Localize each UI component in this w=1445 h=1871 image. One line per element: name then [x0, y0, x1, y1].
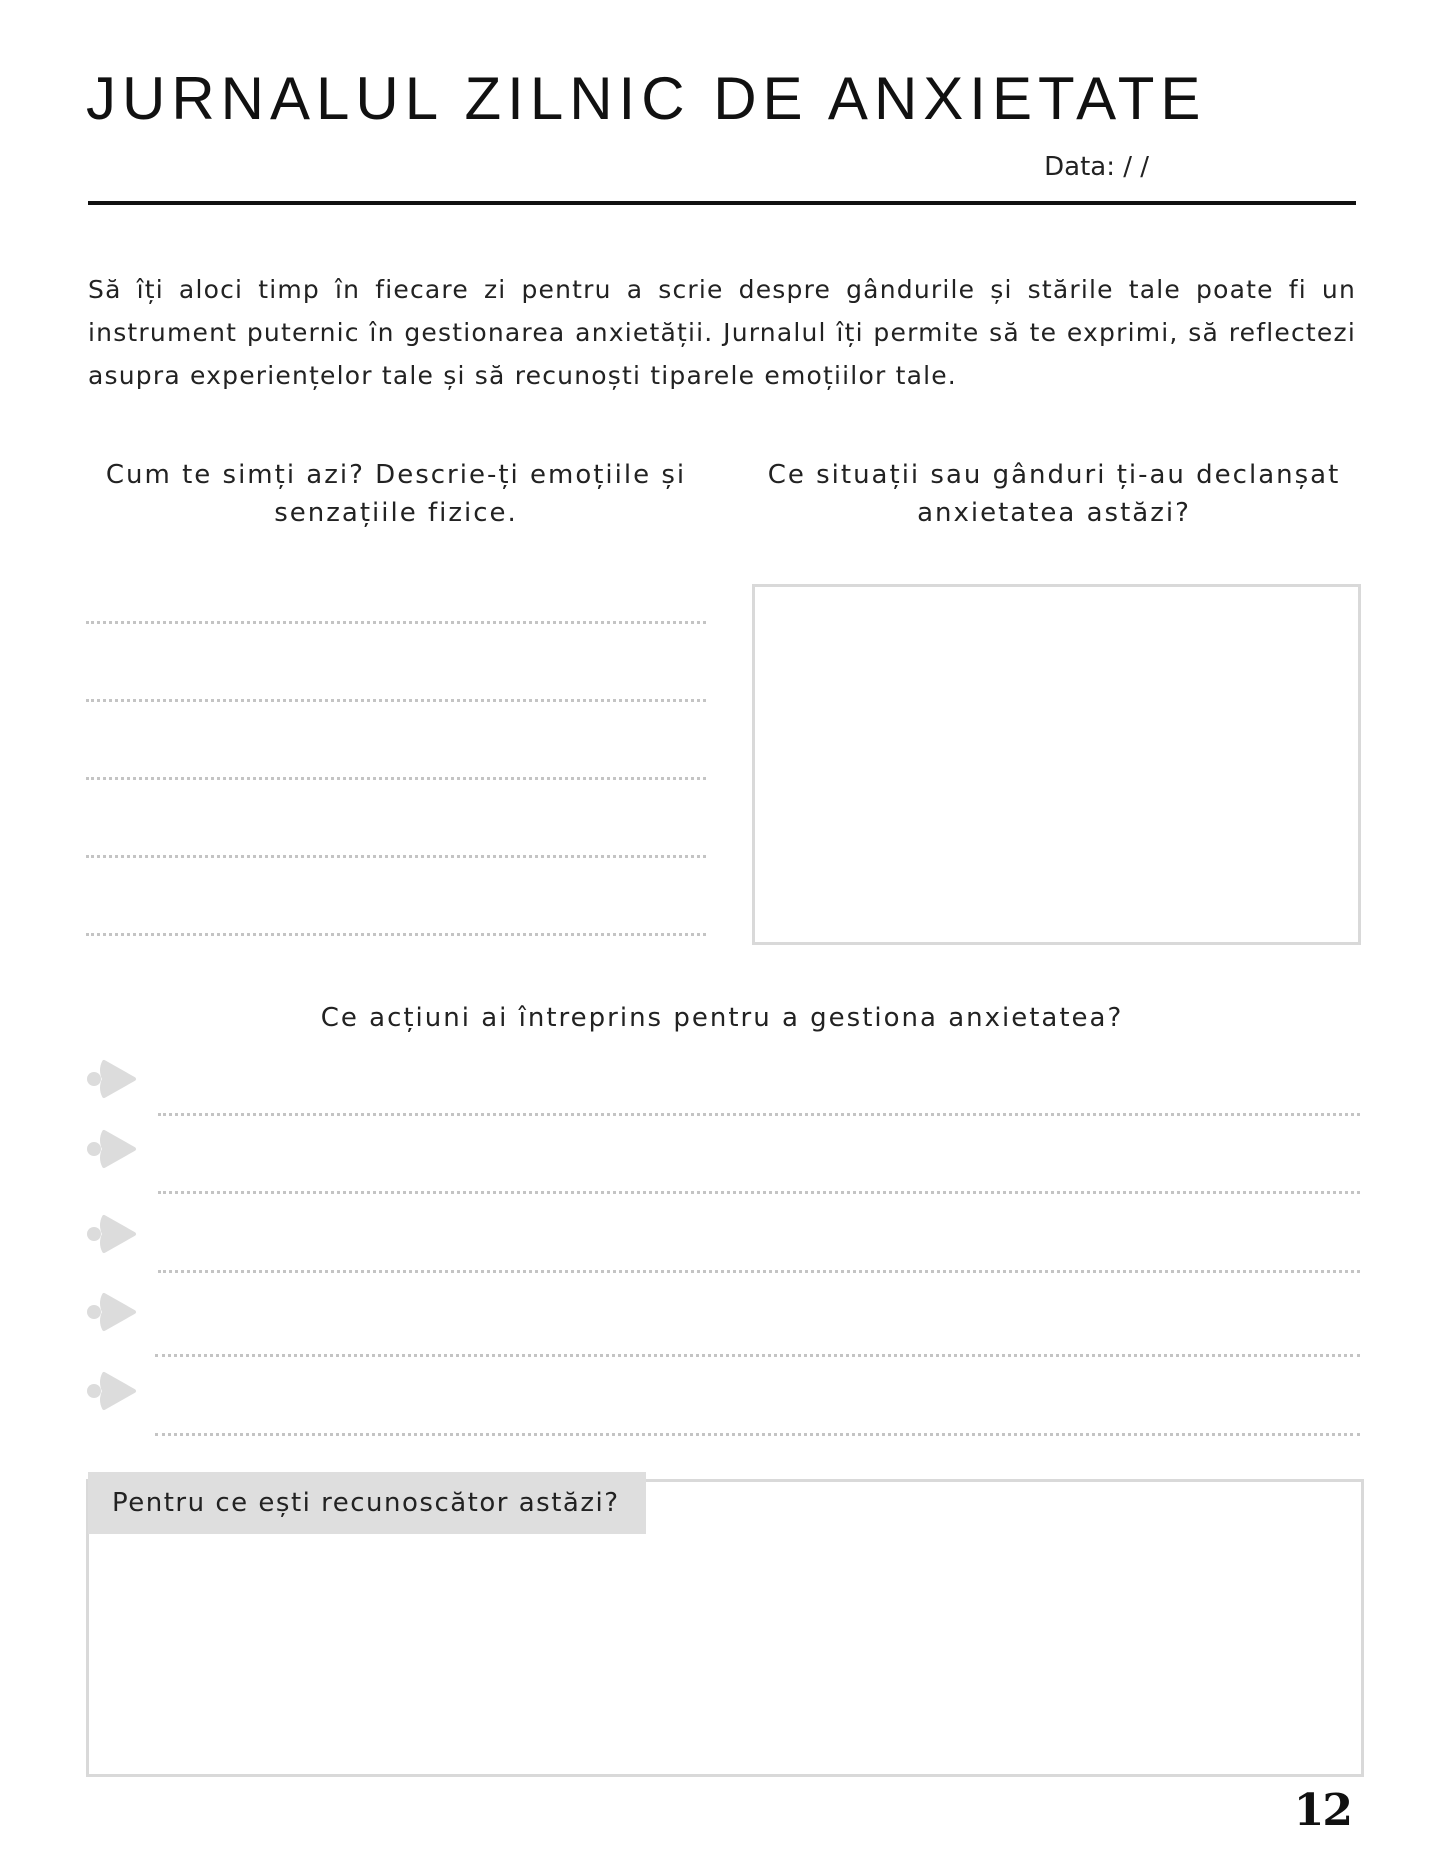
writing-line[interactable] [158, 1113, 1360, 1116]
writing-line[interactable] [86, 621, 706, 624]
gratitude-label: Pentru ce ești recunoscător astăzi? [88, 1472, 646, 1534]
arrow-bullet-icon [86, 1291, 138, 1333]
date-field[interactable]: Data: / / [1044, 152, 1149, 182]
header-divider [88, 201, 1356, 205]
arrow-bullet-icon [86, 1213, 138, 1255]
page-number: 12 [1293, 1785, 1351, 1836]
triggers-answer-box[interactable] [752, 584, 1361, 945]
question-actions: Ce acțiuni ai întreprins pentru a gestiona anxietatea? [320, 1003, 1124, 1033]
writing-line[interactable] [86, 777, 706, 780]
writing-line[interactable] [86, 699, 706, 702]
writing-line[interactable] [158, 1191, 1360, 1194]
question-triggers: Ce situații sau gânduri ți-au declanșat anxietatea astăzi? [767, 460, 1341, 528]
arrow-bullet-icon [86, 1370, 138, 1412]
intro-paragraph: Să îți aloci timp în fiecare zi pentru a scrie despre gândurile și stările tale poate fi un instrument puternic în gestionarea anxietății. Jurnalul îți permite să te exprimi, să reflectezi asupra experiențelor tale și să recunoști tiparele emoțiilor tale. [88, 275, 1356, 390]
writing-line[interactable] [86, 933, 706, 936]
arrow-bullet-icon [86, 1058, 138, 1100]
writing-line[interactable] [158, 1270, 1360, 1273]
arrow-bullet-icon [86, 1128, 138, 1170]
page-title: JURNALUL ZILNIC DE ANXIETATE [86, 65, 1207, 132]
writing-line[interactable] [155, 1433, 1360, 1436]
writing-line[interactable] [86, 855, 706, 858]
writing-line[interactable] [155, 1354, 1360, 1357]
question-feelings: Cum te simți azi? Descrie-ți emoțiile și senzațiile fizice. [105, 460, 687, 528]
